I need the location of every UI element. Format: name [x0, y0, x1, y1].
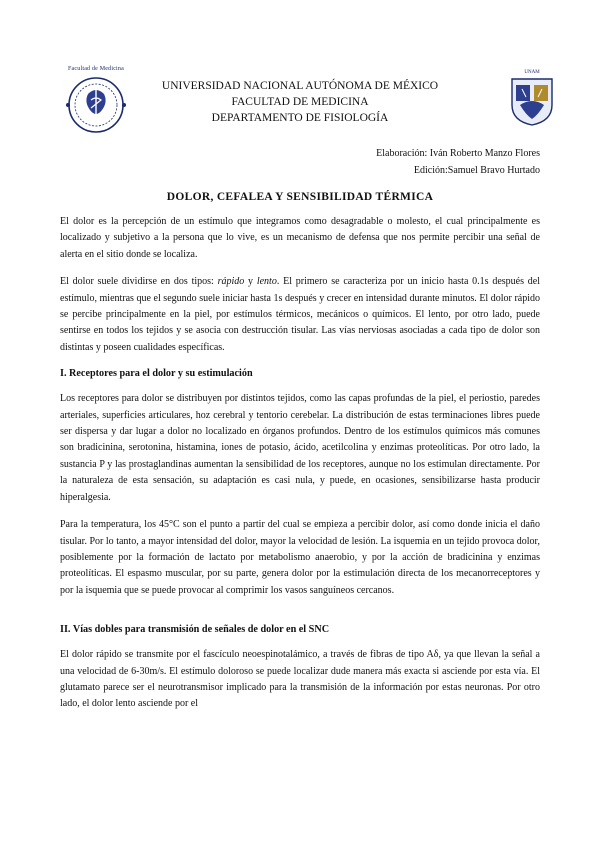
document-body	[60, 214, 540, 724]
intro-paragraph-1: El dolor es la percepción de un estímulo que integramos como desagradable o molesto, el cual principalmente es localizado y subjetivo a la persona que lo vive, es un mecanismo de defensa que nos permite percibir una señal de alerta en el sitio donde se localiza.	[60, 216, 540, 260]
section-2-paragraph-1: El dolor rápido se transmite por el fascículo neoespinotalámico, a través de fibras de tipo Aδ, ya que llevan la señal a una velocidad de 6-30m/s. El estímulo doloroso se puede localizar dude manera más exacta si asciende por esta vía. El glutamato parece ser el neurotransmisor implicado para la transmisión de la información por estas neuronas. Por otro lado, el dolor lento asciende por el	[60, 649, 540, 710]
section-1-paragraph-1: Los receptores para dolor se distribuyen por distintos tejidos, como las capas profundas de la piel, el periostio, paredes arteriales, superficies articulares, hoz cerebral y tentorio cerebelar. La distribución de estas terminaciones libres puede ser dispersa y dar lugar a dolor no localizado en órganos profundos. Dentro de los estímulos químicos más comunes son bradicinina, serotonina, histamina, iones de potasio, ácido, acetilcolina y enzimas proteolíticas. Por otro lado, la sustancia P y las prostaglandinas aumentan la sensibilidad de los receptores, aunque no los estimulan directamente. Por la naturaleza de esta sensación, su adaptación es casi nula, y puede, en ocasiones, sensibilizarse hasta producir hiperalgesia.	[60, 393, 540, 503]
intro-p2-rest: . El primero se caracteriza por un inicio hasta 0.1s después del estímulo, mientras que el segundo suele iniciar hasta 1s después y crecer en intensidad durante minutos. El dolor rápido se percibe principalmente en la piel, por estímulos térmicos, mecánicos o químicos. El lento, por otro lado, puede sentirse en todos los tejidos y se asocia con destrucción tisular. Las vías nerviosas asociadas a cada tipo de dolor son distintas y poseen cualidades específicas.	[60, 276, 541, 353]
unam-logo	[508, 70, 556, 128]
editor-line: Edición:Samuel Bravo Hurtado	[413, 165, 540, 176]
section-2-heading: II. Vías dobles para transmisión de señales de dolor en el SNC	[60, 624, 330, 636]
section-1-heading: I. Receptores para el dolor y su estimulación	[60, 368, 253, 380]
faculty-seal-icon	[54, 72, 138, 136]
institution-header	[150, 78, 450, 126]
intro-p2-lead: El dolor suele dividirse en dos tipos:	[60, 276, 218, 288]
unam-shield-icon	[508, 75, 556, 127]
credits	[376, 145, 540, 179]
intro-p2-and: y	[244, 276, 257, 288]
faculty-logo	[54, 66, 138, 140]
faculty-logo-caption: Facultad de Medicina	[68, 66, 124, 72]
intro-paragraph-2	[60, 274, 540, 356]
document-title: DOLOR, CEFALEA Y SENSIBILIDAD TÉRMICA	[166, 191, 434, 203]
faculty-name: FACULTAD DE MEDICINA	[231, 96, 369, 108]
section-1-paragraph-2: Para la temperatura, los 45°C son el punto a partir del cual se empieza a percibir dolor, así como donde inicia el daño tisular. Por lo tanto, a mayor intensidad del dolor, mayor la velocidad de lesión. La isquemia en un tejido provoca dolor, posiblemente por la formación de lactato por metabolismo anaerobio, y por la acción de bradicinina y enzimas proteolíticas. El espasmo muscular, por su parte, genera dolor por la estimulación directa de los mecanorreceptores y por la isquemia que se puede provocar al comprimir los vasos sanguíneos cercanos.	[60, 519, 540, 596]
term-fast-pain: rápido	[217, 276, 245, 288]
department-name: DEPARTAMENTO DE FISIOLOGÍA	[211, 112, 389, 124]
university-name: UNIVERSIDAD NACIONAL AUTÓNOMA DE MÉXICO	[161, 80, 439, 92]
term-slow-pain: lento	[256, 276, 277, 288]
author-line: Elaboración: Iván Roberto Manzo Flores	[376, 148, 540, 159]
unam-logo-caption: UNAM	[524, 70, 540, 75]
